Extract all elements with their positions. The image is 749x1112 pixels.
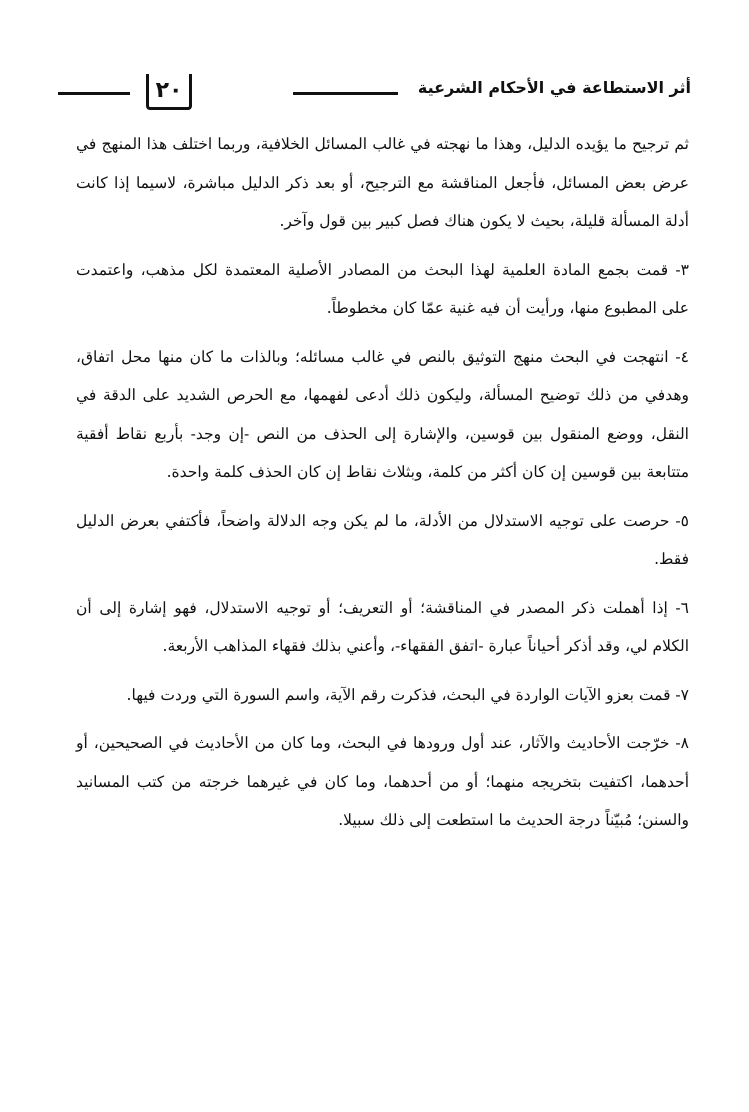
paragraph-4-documentation: ٤- انتهجت في البحث منهج التوثيق بالنص في غالب مسائله؛ وبالذات ما كان منها محل اتفاق، وهدفي من ذلك توضيح المسألة، وليكون ذلك أدعى لفهمها، مع الحرص الشديد على الدقة في النقل، ووضع المنقول بين قوسين، والإشارة إلى الحذف من النص -إن وجد- بأربع نقاط أفقية متتابعة بين قوسين إن كان أكثر من كلمة، وبثلاث نقاط إن كان الحذف كلمة واحدة. — [76, 347, 689, 481]
body-text — [76, 125, 689, 850]
paragraph-6-attribution: ٦- إذا أهملت ذكر المصدر في المناقشة؛ أو التعريف؛ أو توجيه الاستدلال، فهو إشارة إلى أن الكلام لي، وقد أذكر أحياناً عبارة -اتفق الفقهاء-، وأعني بذلك فقهاء المذاهب الأربعة. — [76, 598, 689, 655]
paragraph-7-verses: ٧- قمت بعزو الآيات الواردة في البحث، فذكرت رقم الآية، واسم السورة التي وردت فيها. — [126, 685, 689, 704]
paragraph-5-inference: ٥- حرصت على توجيه الاستدلال من الأدلة، ما لم يكن وجه الدلالة واضحاً، فأكتفي بعرض الدليل فقط. — [76, 511, 689, 568]
running-header — [58, 72, 691, 116]
page-number: ٢٠ — [146, 74, 192, 110]
paragraph-method-continued: ثم ترجيح ما يؤيده الدليل، وهذا ما نهجته في غالب المسائل الخلافية، وربما اختلف هذا المنهج في عرض بعض المسائل، فأجعل المناقشة مع الترجيح، أو بعد ذكر الدليل مباشرة، لاسيما إذا كانت أدلة المسألة قليلة، بحيث لا يكون هناك فصل كبير بين قول وآخر. — [76, 135, 689, 230]
header-rule-middle — [293, 92, 398, 95]
running-header-title: أثر الاستطاعة في الأحكام الشرعية — [417, 78, 691, 97]
paragraph-8-hadith: ٨- خرّجت الأحاديث والآثار، عند أول ورودها في البحث، وما كان من الأحاديث في الصحيحين، أو أحدهما، اكتفيت بتخريجه منهما؛ أو من أحدهما، وما كان في غيرهما خرجته من كتب المسانيد والسنن؛ مُبيّناً درجة الحديث ما استطعت إلى ذلك سبيلا. — [76, 734, 689, 829]
header-rule-left — [58, 92, 130, 95]
paragraph-3-sources: ٣- قمت بجمع المادة العلمية لهذا البحث من المصادر الأصلية المعتمدة لكل مذهب، واعتمدت على المطبوع منها، ورأيت أن فيه غنية عمّا كان مخطوطاً. — [76, 260, 689, 317]
